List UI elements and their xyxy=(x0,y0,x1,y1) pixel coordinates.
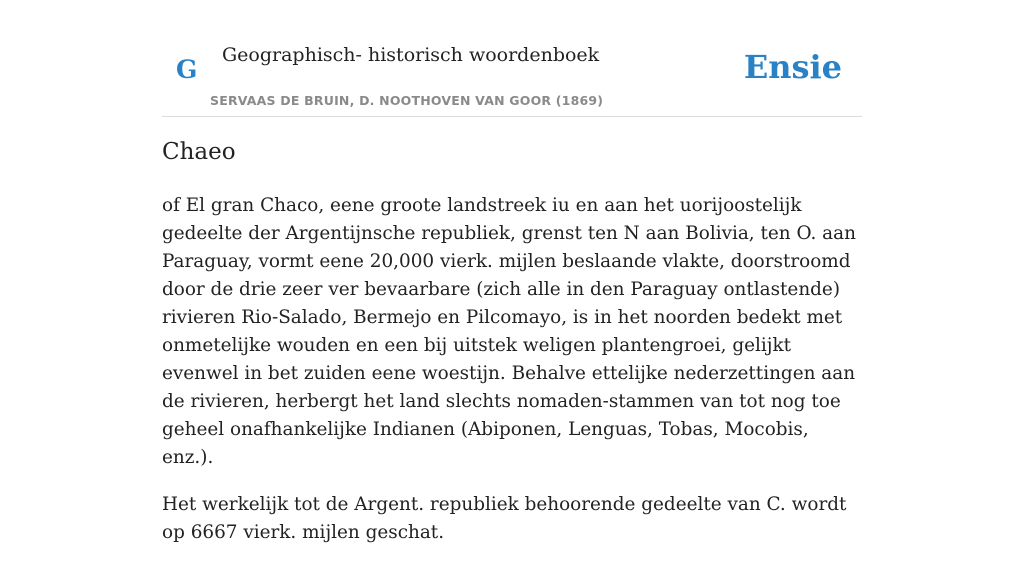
book-logo[interactable]: G xyxy=(176,55,198,84)
entry-paragraph: Het werkelijk tot de Argent. republiek behoorende gedeelte van C. wordt op 6667 vierk. mijlen geschat. xyxy=(162,494,847,543)
book-title-link[interactable]: Geographisch- historisch woordenboek xyxy=(222,44,600,66)
entry-paragraph: of El gran Chaco, eene groote landstreek iu en aan het uorijoostelijk gedeelte der Argentijnsche republiek, grenst ten N aan Bolivia, ten O. aan Paraguay, vormt eene 20,000 vierk. mijlen beslaande vlakte, doorstroomd door de drie zeer ver bevaarbare (zich alle in den Paraguay ontlastende) rivieren Rio-Salado, Bermejo en Pilcomayo, is in het noorden bedekt met onmetelijke wouden en een bij uitstek weligen plantengroei, gelijkt evenwel in bet zuiden eene woestijn. Behalve ettelijke nederzettingen aan de rivieren, herbergt het land slechts nomaden-stammen van tot nog toe geheel onafhankelijke Indianen (Abiponen, Lenguas, Tobas, Mocobis, enz.). xyxy=(162,195,856,468)
book-author: SERVAAS DE BRUIN, D. NOOTHOVEN VAN GOOR (1869) xyxy=(210,93,604,108)
ensie-logo[interactable]: Ensie xyxy=(743,48,842,86)
entry-body xyxy=(162,192,864,566)
header xyxy=(162,0,862,117)
entry-title: Chaeo xyxy=(162,139,236,165)
